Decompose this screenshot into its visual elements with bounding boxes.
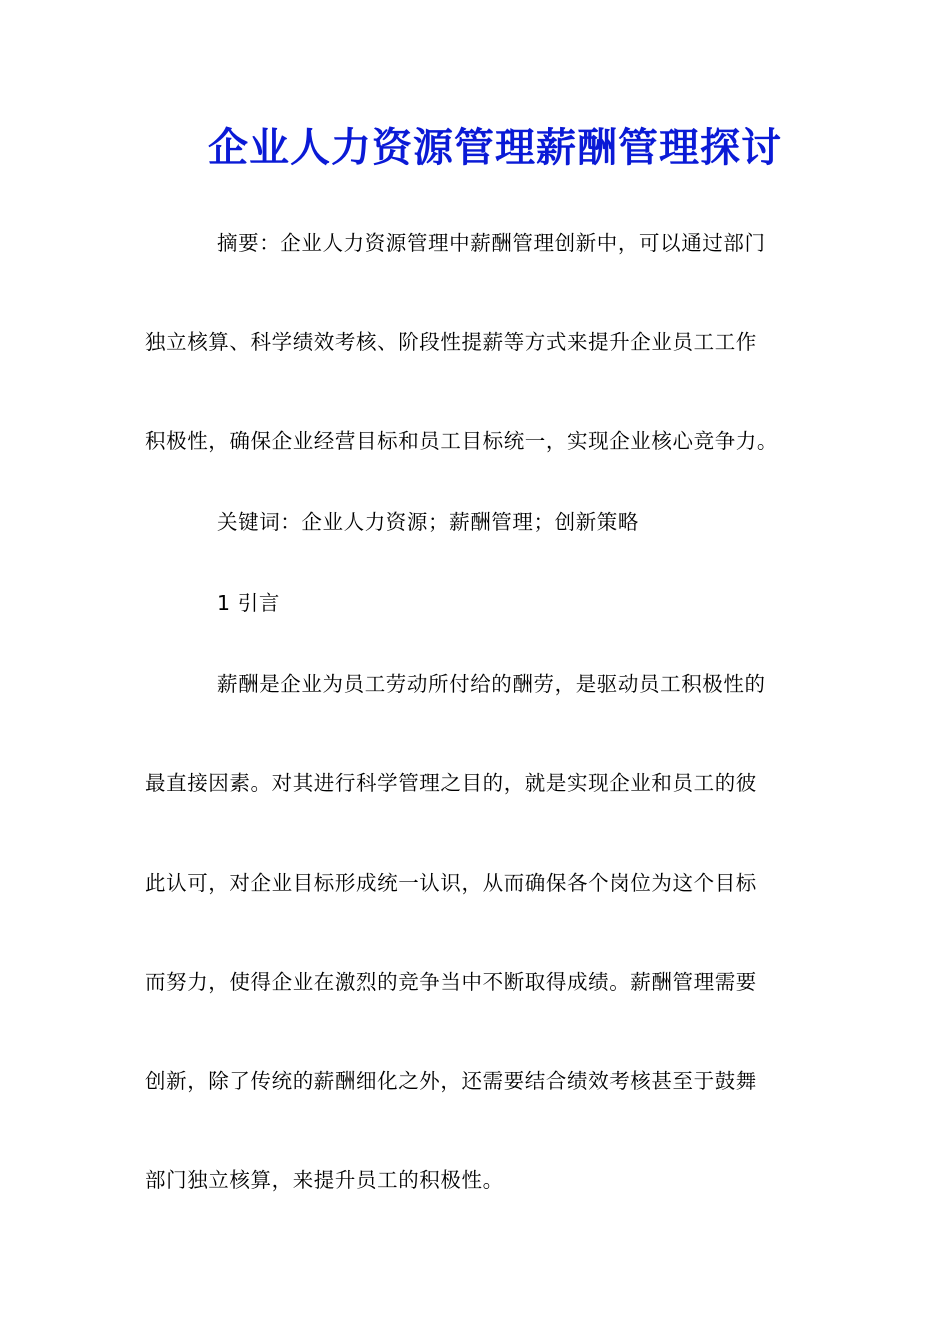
- keywords-line: 关键词：企业人力资源；薪酬管理；创新策略: [217, 510, 639, 534]
- abstract-line-2: 独立核算、科学绩效考核、阶段性提薪等方式来提升企业员工工作: [145, 330, 757, 354]
- paragraph-line-3: 此认可，对企业目标形成统一认识，从而确保各个岗位为这个目标: [145, 871, 757, 895]
- paragraph-line-6: 部门独立核算，来提升员工的积极性。: [145, 1168, 504, 1192]
- paragraph-line-1: 薪酬是企业为员工劳动所付给的酬劳，是驱动员工积极性的: [217, 672, 766, 696]
- document-title: 企业人力资源管理薪酬管理探讨: [208, 124, 782, 171]
- section-heading: 1 引言: [217, 591, 280, 615]
- paragraph-line-5: 创新，除了传统的薪酬细化之外，还需要结合绩效考核甚至于鼓舞: [145, 1069, 757, 1093]
- paragraph-line-2: 最直接因素。对其进行科学管理之目的，就是实现企业和员工的彼: [145, 771, 757, 795]
- abstract-line-1: 摘要：企业人力资源管理中薪酬管理创新中，可以通过部门: [217, 231, 766, 255]
- paragraph-line-4: 而努力，使得企业在激烈的竞争当中不断取得成绩。薪酬管理需要: [145, 970, 757, 994]
- abstract-line-3: 积极性，确保企业经营目标和员工目标统一，实现企业核心竞争力。: [145, 429, 778, 453]
